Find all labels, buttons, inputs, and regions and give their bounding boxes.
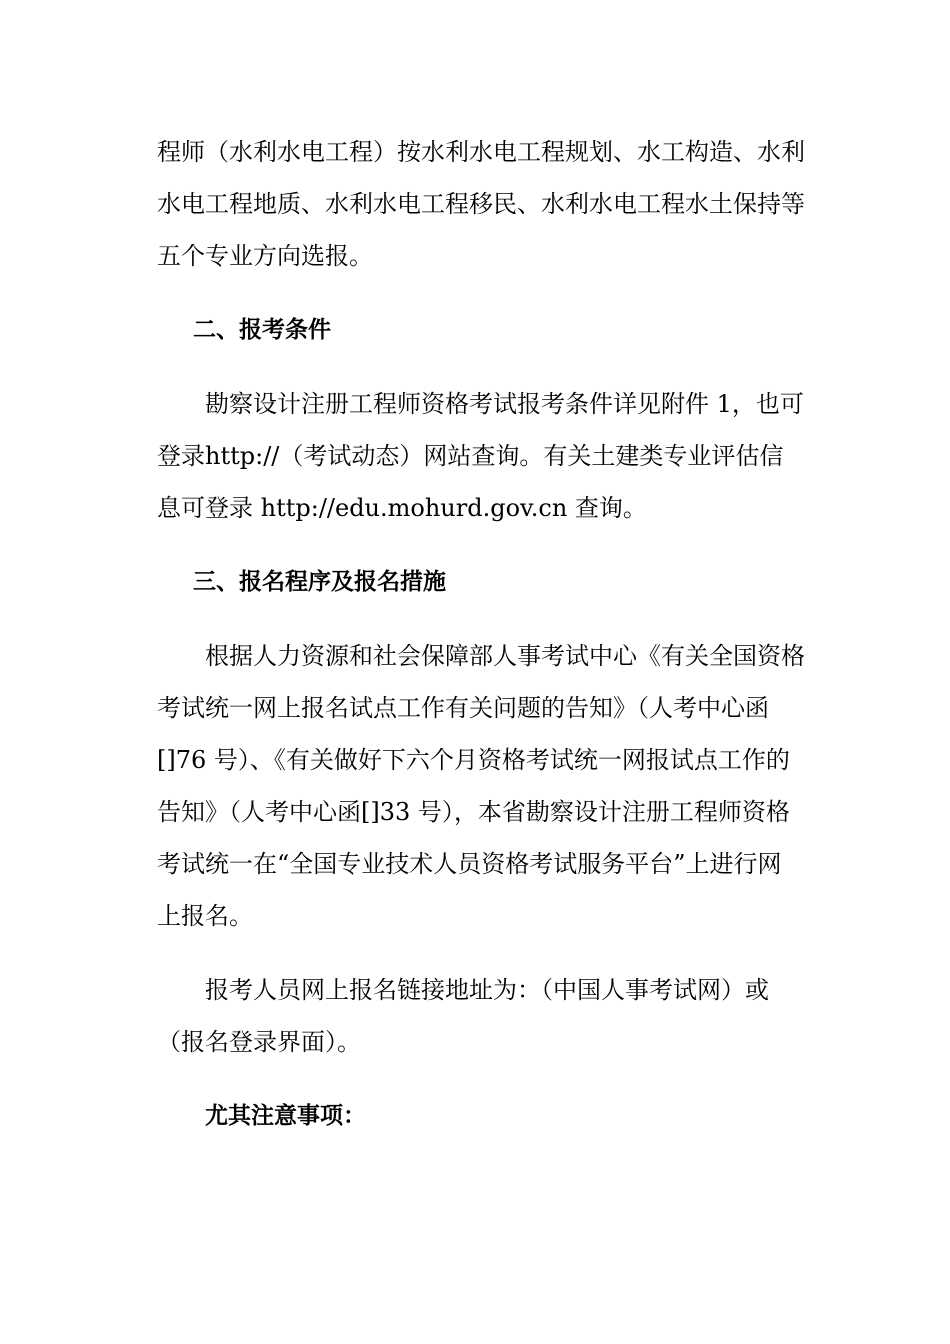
text-line: 根据人力资源和社会保障部人事考试中心《有关全国资格 — [205, 642, 805, 670]
text-line: 勘察设计注册工程师资格考试报考条件详见附件 1，也可 — [205, 390, 804, 418]
intro-paragraph — [157, 126, 807, 282]
text-line: 考试统一网上报名试点工作有关问题的告知》（人考中心函 — [157, 694, 769, 722]
text-line: （报名登录界面）。 — [157, 1028, 361, 1056]
registration-paragraph — [157, 630, 807, 942]
section-heading-registration: 三、报名程序及报名措施 — [193, 569, 446, 595]
text-line: 程师（水利水电工程）按水利水电工程规划、水工构造、水利 — [157, 138, 805, 166]
text-line: 考试统一在“全国专业技术人员资格考试服务平台”上进行网 — [157, 850, 782, 878]
text-line: []76 号）、《有关做好下六个月资格考试统一网报试点工作的 — [157, 746, 790, 774]
text-line: 息可登录 http://edu.mohurd.gov.cn 查询。 — [157, 494, 647, 522]
document-page — [157, 126, 807, 1142]
text-line: 水电工程地质、水利水电工程移民、水利水电工程水土保持等 — [157, 190, 805, 218]
special-notes-heading: 尤其注意事项： — [205, 1102, 366, 1129]
text-line: 上报名。 — [157, 902, 253, 930]
text-line: 告知》（人考中心函[]33 号），本省勘察设计注册工程师资格 — [157, 798, 790, 826]
registration-link-paragraph — [157, 964, 807, 1068]
text-line: 报考人员网上报名链接地址为：（中国人事考试网）或 — [205, 976, 769, 1004]
text-line: 五个专业方向选报。 — [157, 242, 373, 270]
text-line: 登录http://（考试动态）网站查询。有关土建类专业评估信 — [157, 442, 784, 470]
section-heading-requirements: 二、报考条件 — [193, 317, 331, 343]
requirements-paragraph — [157, 378, 807, 534]
